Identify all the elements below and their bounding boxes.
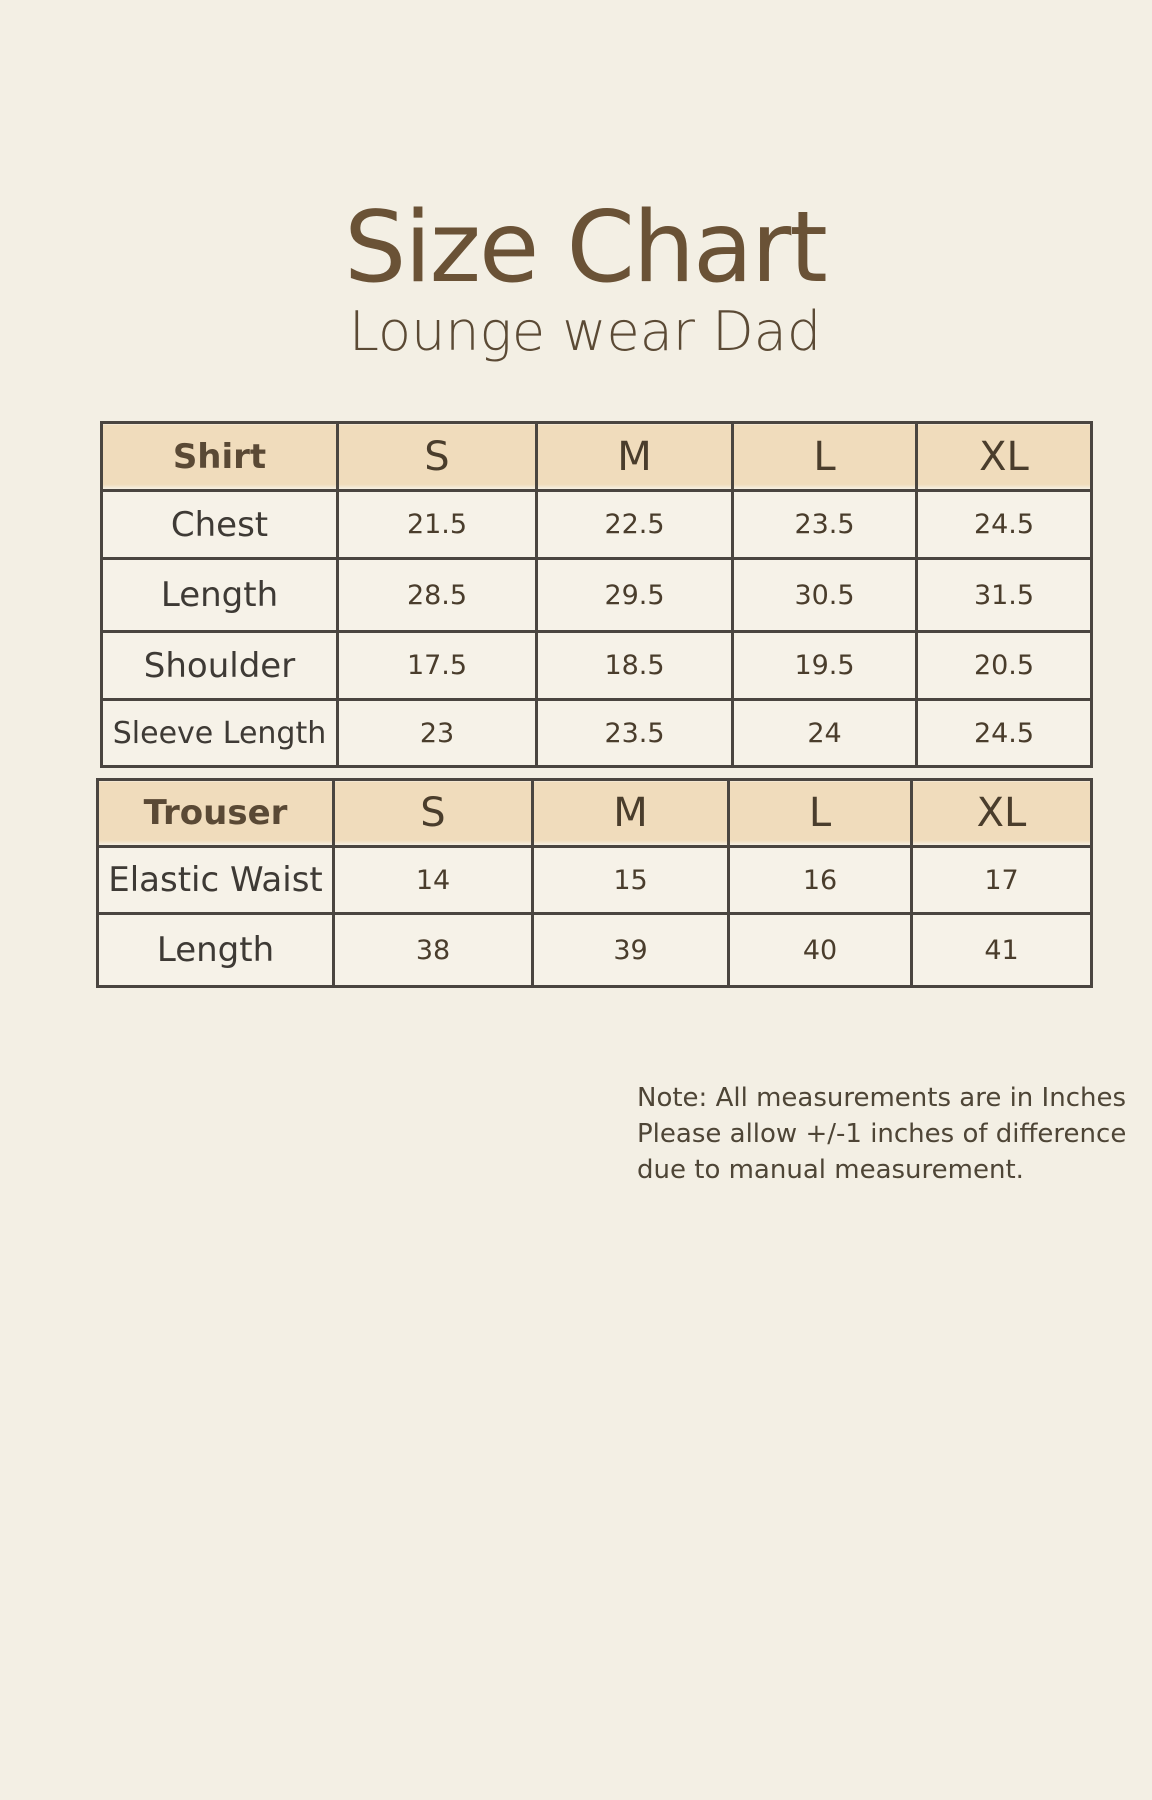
note-line: due to manual measurement.: [637, 1155, 1024, 1185]
table-cell: 20.5: [917, 632, 1092, 700]
note-line: Please allow +/-1 inches of difference: [637, 1119, 1127, 1149]
row-label-shoulder: Shoulder: [102, 632, 338, 700]
shirt-size-m: M: [537, 423, 733, 491]
table-cell: 41: [912, 914, 1092, 987]
trouser-size-xl: XL: [912, 780, 1092, 847]
table-cell: 24.5: [917, 491, 1092, 559]
table-cell: 21.5: [338, 491, 537, 559]
table-cell: 39: [533, 914, 729, 987]
table-row: [102, 700, 1092, 767]
trouser-size-m: M: [533, 780, 729, 847]
row-label-chest: Chest: [102, 491, 338, 559]
table-cell: 38: [334, 914, 533, 987]
table-row: [98, 847, 1092, 914]
table-cell: 29.5: [537, 559, 733, 632]
trouser-size-table: [96, 778, 1093, 988]
table-cell: 18.5: [537, 632, 733, 700]
table-row: [102, 491, 1092, 559]
shirt-size-s: S: [338, 423, 537, 491]
table-row: [102, 632, 1092, 700]
row-label-trouser-length: Length: [98, 914, 334, 987]
table-row: [98, 914, 1092, 987]
shirt-size-table: [100, 421, 1093, 768]
note-line: Note: All measurements are in Inches: [637, 1083, 1127, 1113]
table-cell: 15: [533, 847, 729, 914]
row-label-length: Length: [102, 559, 338, 632]
row-label-elastic-waist: Elastic Waist: [98, 847, 334, 914]
trouser-header-label: Trouser: [98, 780, 334, 847]
table-cell: 16: [729, 847, 912, 914]
row-label-sleeve-length: Sleeve Length: [102, 700, 338, 767]
table-cell: 23.5: [537, 700, 733, 767]
table-cell: 40: [729, 914, 912, 987]
table-cell: 23.5: [733, 491, 917, 559]
trouser-size-l: L: [729, 780, 912, 847]
shirt-size-xl: XL: [917, 423, 1092, 491]
table-cell: 31.5: [917, 559, 1092, 632]
table-cell: 24.5: [917, 700, 1092, 767]
table-cell: 23: [338, 700, 537, 767]
trouser-header-row: [98, 780, 1092, 847]
shirt-size-l: L: [733, 423, 917, 491]
table-cell: 28.5: [338, 559, 537, 632]
shirt-header-row: [102, 423, 1092, 491]
table-cell: 24: [733, 700, 917, 767]
table-cell: 17: [912, 847, 1092, 914]
trouser-size-s: S: [334, 780, 533, 847]
table-cell: 14: [334, 847, 533, 914]
table-cell: 19.5: [733, 632, 917, 700]
table-cell: 22.5: [537, 491, 733, 559]
measurement-note: [637, 1080, 1137, 1188]
shirt-header-label: Shirt: [102, 423, 338, 491]
table-cell: 30.5: [733, 559, 917, 632]
page-subtitle: Lounge wear Dad: [348, 300, 822, 363]
table-row: [102, 559, 1092, 632]
table-cell: 17.5: [338, 632, 537, 700]
page-title: Size Chart: [344, 191, 826, 305]
